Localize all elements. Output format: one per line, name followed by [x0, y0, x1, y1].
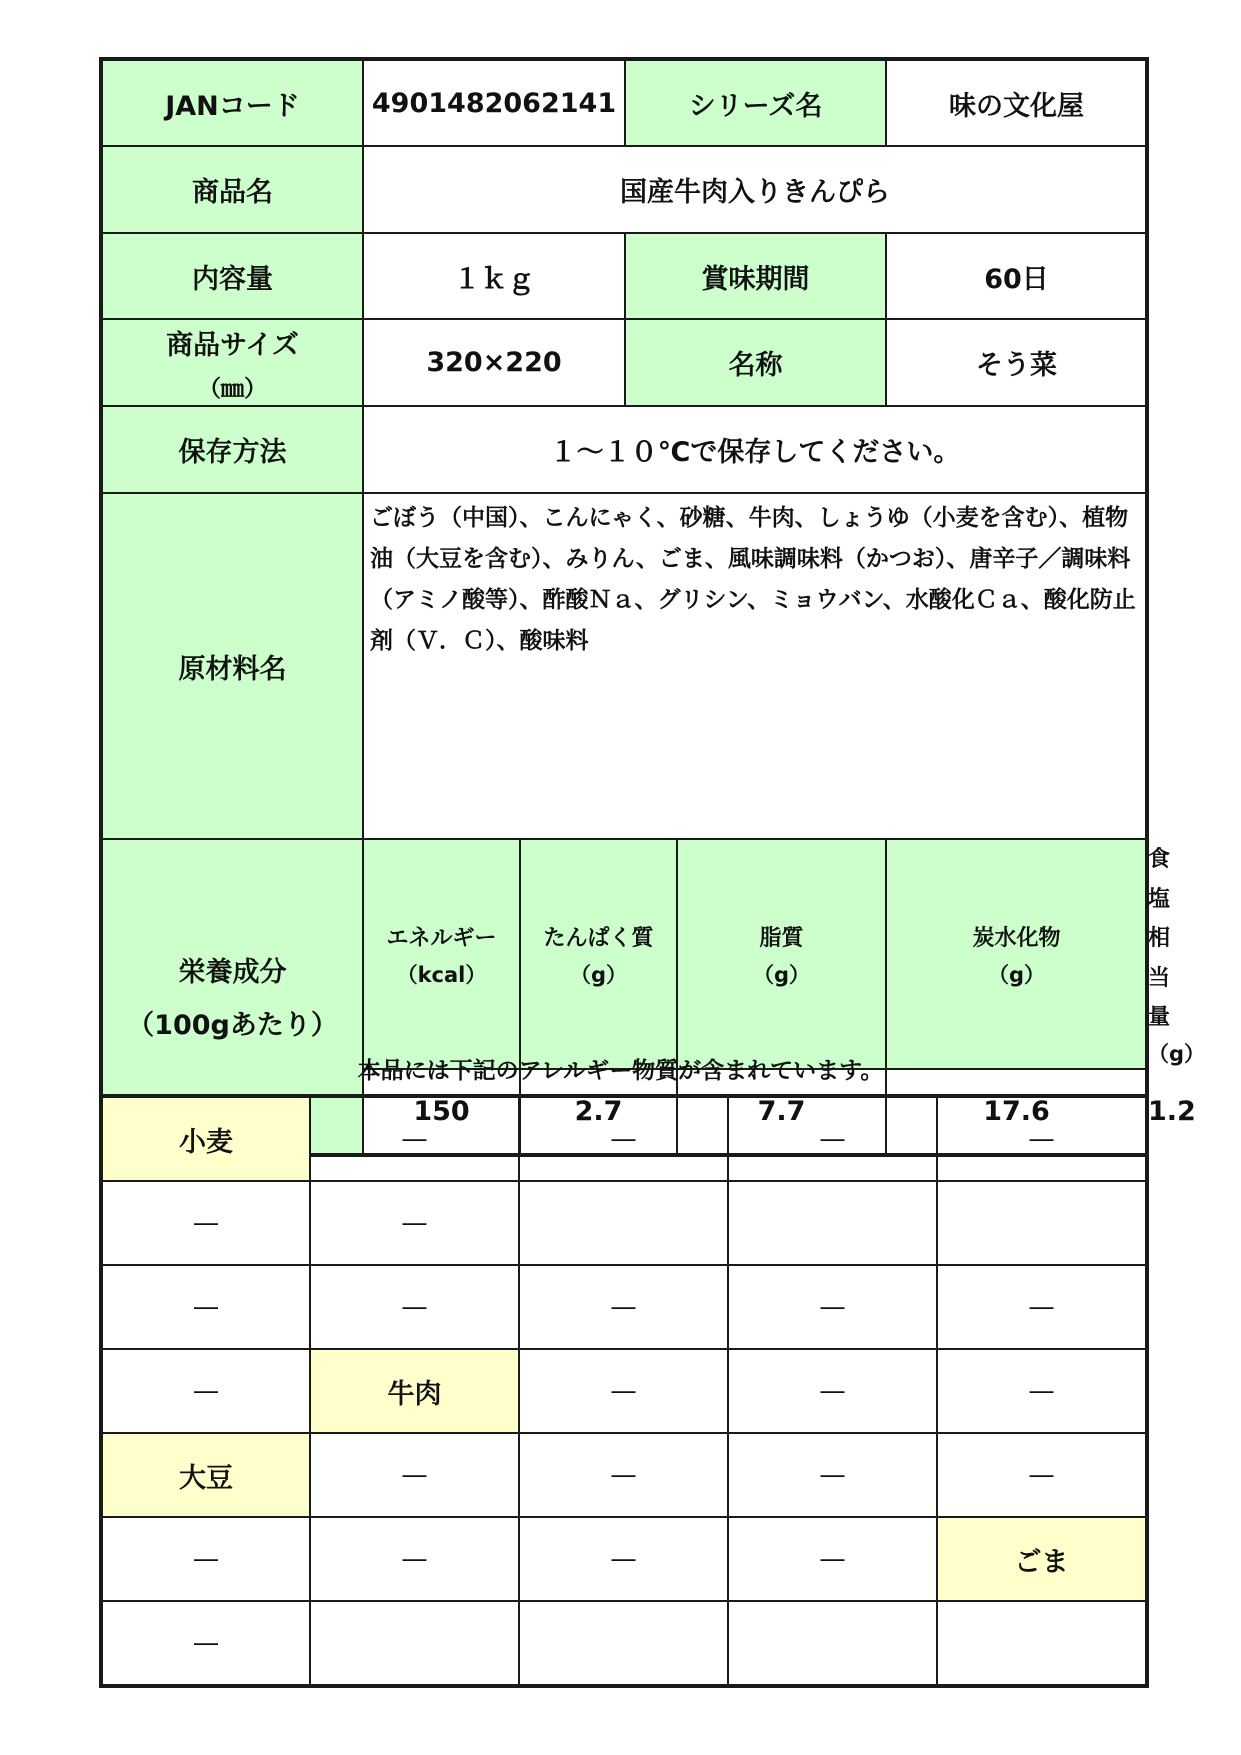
nutrition-header-unit: （g） [987, 962, 1046, 987]
allergy-cell: ― [310, 1181, 519, 1265]
nutrition-label-line1: 栄養成分 [178, 957, 287, 989]
storage-method-value: １～１０℃で保存してください。 [363, 406, 1147, 493]
storage-method-label: 保存方法 [101, 406, 363, 493]
allergy-cell: ― [519, 1433, 728, 1517]
nutrition-value-fat: 7.7 [677, 1069, 886, 1155]
allergy-table [99, 1094, 1149, 1688]
allergy-cell: ― [519, 1096, 728, 1181]
nutrition-header-name: 脂質 [759, 926, 804, 952]
nutrition-label-line2: （100gあたり） [127, 1010, 338, 1042]
content-amount-label: 内容量 [101, 233, 363, 319]
product-category-label: 名称 [625, 319, 886, 406]
allergy-cell: ― [101, 1265, 310, 1349]
allergy-cell: 小麦 [101, 1096, 310, 1181]
allergy-cell: ― [728, 1096, 937, 1181]
nutrition-header-name: たんぱく質 [543, 926, 654, 952]
product-size-label-line2: （㎜） [198, 375, 267, 402]
allergy-row [101, 1517, 1147, 1601]
allergy-caption: 本品には下記のアレルギー物質が含まれています。 [357, 1058, 884, 1084]
product-size-label-line1: 商品サイズ [166, 329, 299, 361]
product-info-table: JANコード 4901482062141 シリーズ名 味の文化屋 商品名 国産牛肉入りきんぴら 内容量 １ｋｇ 賞味期間 60日 商品サイズ （㎜） 320×220 名称 そう菜 保存方法 １～１０℃で保存してください。 原材料名 ごぼう（中国）、こんにゃく、砂糖、牛肉、しょうゆ（小麦を含む）、植物油（大豆を含む）、みりん、ごま、風味調味料（かつお）、唐辛子／調味料（アミノ酸等）、酢酸Ｎａ、グリシン、ミョウバン、水酸化Ｃａ、酸化防止剤（Ｖ．Ｃ）、酸味料 栄養成分 （100gあたり） エネルギー （kcal） たんぱく質 （g） 脂質 （g） 炭水化物 （g） 食塩相当量 （g） 150 2.7 7.7 17.6 1.2 [99, 57, 1149, 1157]
series-name-label: シリーズ名 [625, 59, 886, 146]
allergy-row [101, 1601, 1147, 1686]
nutrition-header-protein [520, 839, 677, 1069]
shelf-life-value: 60日 [886, 233, 1147, 319]
nutrition-header-energy [363, 839, 520, 1069]
allergy-cell: ― [728, 1265, 937, 1349]
product-size-label [101, 319, 363, 406]
allergy-cell [310, 1601, 519, 1686]
allergy-cell: ごま [937, 1517, 1147, 1601]
allergy-cell: ― [519, 1265, 728, 1349]
content-amount-value: １ｋｇ [363, 233, 625, 319]
allergy-cell: ― [519, 1517, 728, 1601]
allergy-cell: ― [519, 1349, 728, 1433]
product-category-value: そう菜 [886, 319, 1147, 406]
nutrition-header-unit: （g） [752, 962, 811, 987]
allergy-cell: ― [310, 1517, 519, 1601]
allergy-row [101, 1265, 1147, 1349]
allergy-cell: 牛肉 [310, 1349, 519, 1433]
product-name-value: 国産牛肉入りきんぴら [363, 146, 1147, 233]
allergy-row [101, 1349, 1147, 1433]
allergy-cell: ― [310, 1433, 519, 1517]
allergy-cell: 大豆 [101, 1433, 310, 1517]
nutrition-value-protein: 2.7 [520, 1069, 677, 1155]
nutrition-header-fat [677, 839, 886, 1069]
allergy-cell: ― [728, 1349, 937, 1433]
ingredients-value: ごぼう（中国）、こんにゃく、砂糖、牛肉、しょうゆ（小麦を含む）、植物油（大豆を含む）、みりん、ごま、風味調味料（かつお）、唐辛子／調味料（アミノ酸等）、酢酸Ｎａ、グリシン、ミョウバン、水酸化Ｃａ、酸化防止剤（Ｖ．Ｃ）、酸味料 [363, 493, 1147, 839]
allergy-cell: ― [937, 1265, 1147, 1349]
nutrition-header-unit: （g） [569, 962, 628, 987]
nutrition-header-name: エネルギー [386, 926, 497, 952]
allergy-cell [937, 1181, 1147, 1265]
ingredients-label: 原材料名 [101, 493, 363, 839]
nutrition-value-carbohydrate: 17.6 [886, 1069, 1147, 1155]
allergy-cell [937, 1601, 1147, 1686]
jan-code-value: 4901482062141 [363, 59, 625, 146]
nutrition-header-name: 炭水化物 [972, 926, 1061, 952]
series-name-value: 味の文化屋 [886, 59, 1147, 146]
allergy-cell [519, 1601, 728, 1686]
allergy-cell [728, 1181, 937, 1265]
nutrition-header-carbohydrate [886, 839, 1147, 1069]
nutrition-header-unit: （kcal） [396, 962, 487, 987]
allergy-cell: ― [937, 1349, 1147, 1433]
allergy-cell: ― [310, 1096, 519, 1181]
allergy-row [101, 1433, 1147, 1517]
allergy-cell [728, 1601, 937, 1686]
allergy-cell: ― [310, 1265, 519, 1349]
allergy-cell: ― [728, 1517, 937, 1601]
allergy-cell: ― [728, 1433, 937, 1517]
product-size-value: 320×220 [363, 319, 625, 406]
allergy-cell: ― [101, 1601, 310, 1686]
shelf-life-label: 賞味期間 [625, 233, 886, 319]
allergy-cell: ― [937, 1433, 1147, 1517]
allergy-cell: ― [101, 1349, 310, 1433]
allergy-cell [519, 1181, 728, 1265]
allergy-row [101, 1096, 1147, 1181]
allergy-cell: ― [101, 1181, 310, 1265]
product-name-label: 商品名 [101, 146, 363, 233]
allergy-cell: ― [101, 1517, 310, 1601]
allergy-row [101, 1181, 1147, 1265]
allergy-cell: ― [937, 1096, 1147, 1181]
jan-code-label: JANコード [101, 59, 363, 146]
nutrition-value-energy: 150 [363, 1069, 520, 1155]
allergy-table-body [101, 1096, 1147, 1686]
